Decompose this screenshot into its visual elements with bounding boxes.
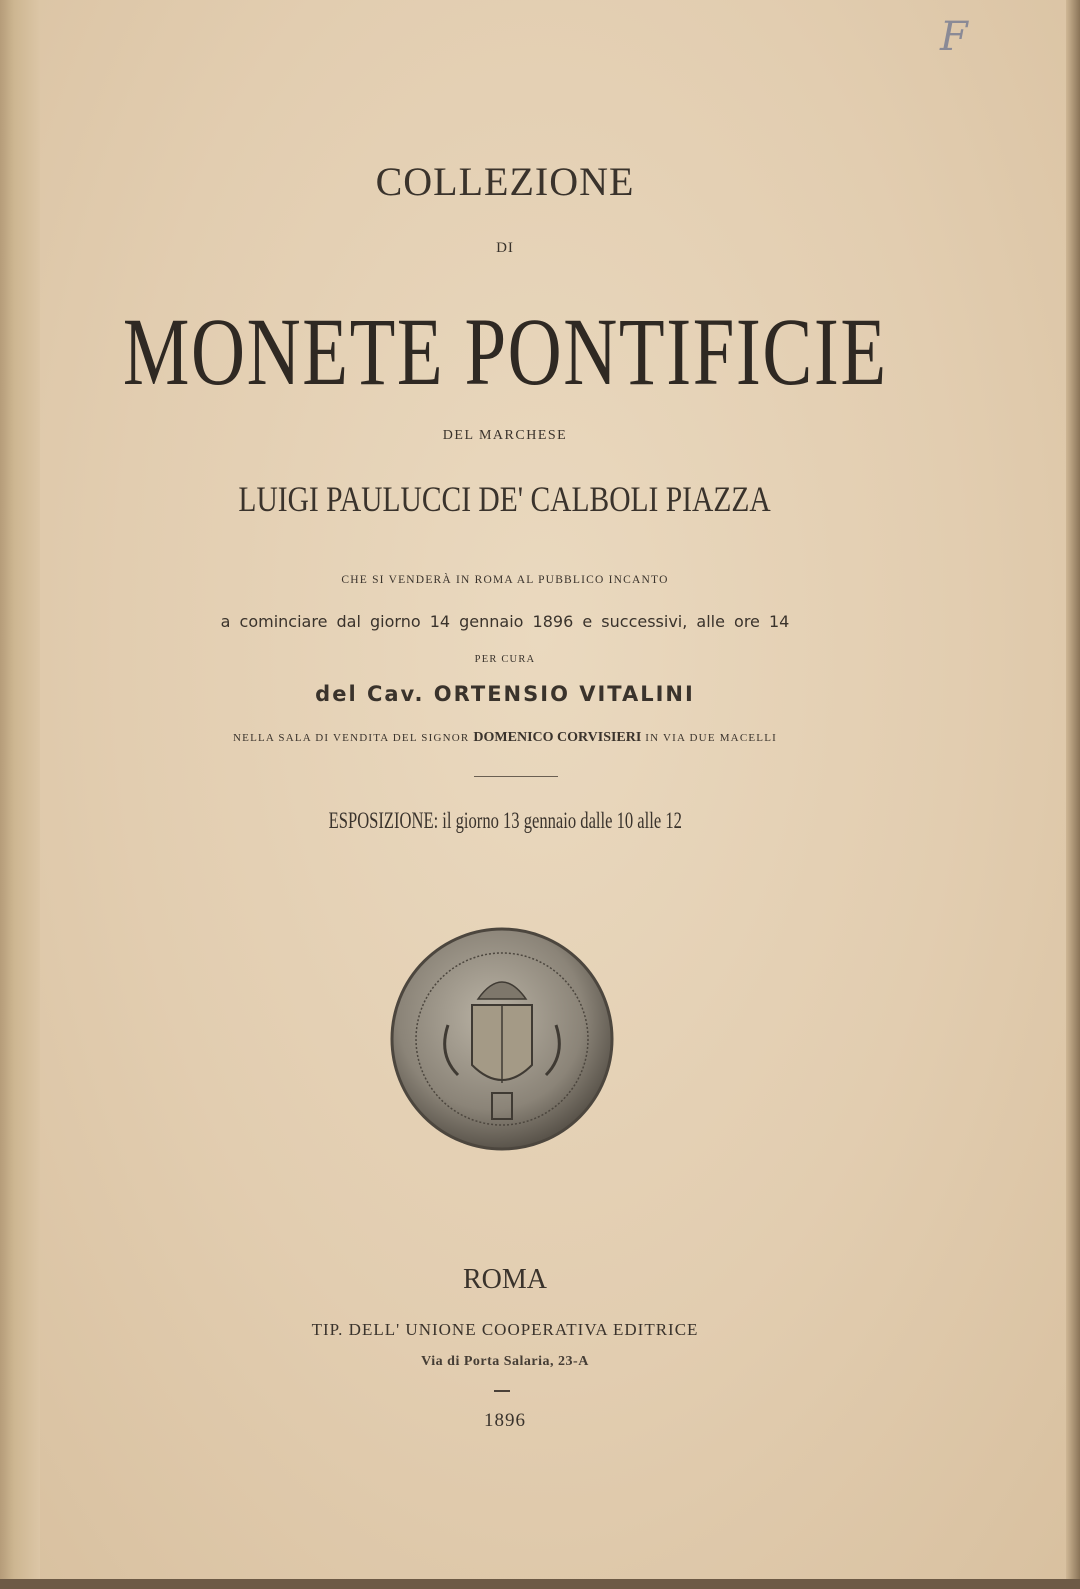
heading-di: DI [496, 240, 514, 256]
main-title-wrap [0, 296, 1010, 407]
handwritten-mark: F [940, 14, 968, 60]
printer: TIP. DELL' UNIONE COOPERATIVA EDITRICE [311, 1320, 699, 1339]
main-title: MONETE PONTIFICIE [122, 298, 888, 405]
owner-name-wrap [0, 478, 1010, 520]
exhibition [328, 808, 681, 834]
auctioneer: del Cav. ORTENSIO VITALINI [315, 682, 695, 706]
city: ROMA [462, 1264, 547, 1295]
year: 1896 [484, 1410, 526, 1431]
sale-date: a cominciare dal giorno 14 gennaio 1896 e successivi, alle ore 14 [220, 612, 790, 631]
venue-name: DOMENICO CORVISIERI [473, 730, 642, 745]
sale-info: CHE SI VENDERÀ IN ROMA AL PUBBLICO INCANTO [341, 574, 669, 586]
page-right-edge [1066, 0, 1080, 1589]
coin-illustration [388, 925, 616, 1153]
heading-collezione: COLLEZIONE [375, 159, 635, 204]
page-spine-edge [0, 0, 40, 1589]
exhibition-label: ESPOSIZIONE: [328, 808, 438, 833]
page-bottom-edge [0, 1579, 1080, 1589]
per-cura: PER CURA [474, 654, 536, 665]
owner-title: DEL MARCHESE [442, 428, 568, 443]
exhibition-text: il giorno 13 gennaio dalle 10 alle 12 [442, 808, 682, 833]
venue [0, 730, 1010, 746]
owner-name: LUIGI PAULUCCI DE' CALBOLI PIAZZA [238, 479, 772, 519]
short-dash [494, 1390, 510, 1392]
address: Via di Porta Salaria, 23-A [421, 1354, 589, 1369]
venue-prefix: NELLA SALA DI VENDITA DEL SIGNOR [233, 732, 470, 744]
divider-rule [474, 776, 558, 777]
exhibition-wrap [0, 808, 1010, 834]
venue-suffix: IN VIA DUE MACELLI [645, 732, 777, 744]
